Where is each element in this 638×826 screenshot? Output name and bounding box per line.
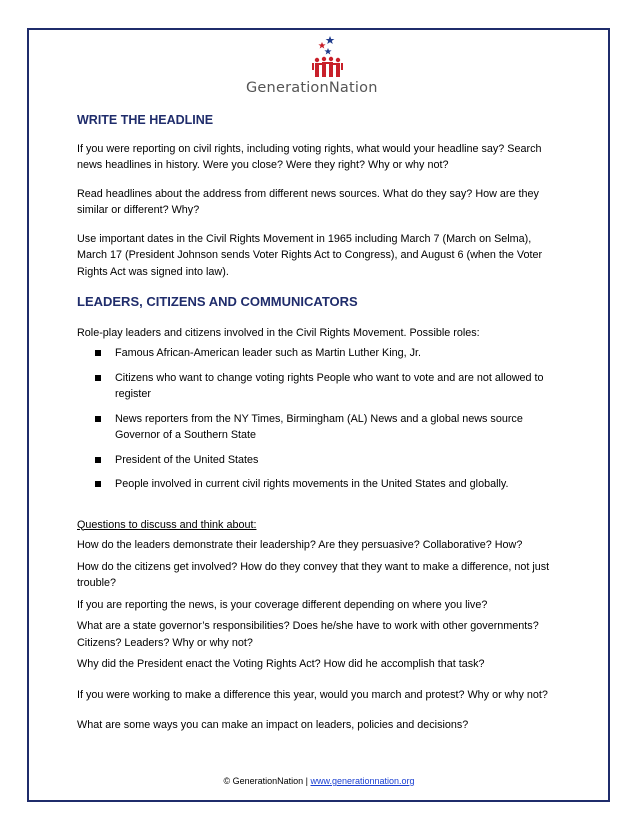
paragraph: Use important dates in the Civil Rights Movement in 1965 including March 7 (March on Selma), March 17 (President Johnson sends Voter Rights Act to Congress), and August 6 (when the Voter Rights Act was signed into law). — [77, 232, 543, 278]
logo-text-nation: Nation — [328, 80, 378, 96]
paragraph: If you were reporting on civil rights, including voting rights, what would your headline say? Search news headlines in history. Were you close? Were they right? Why or why not? — [77, 142, 542, 171]
section-heading-leaders: LEADERS, CITIZENS AND COMMUNICATORS — [77, 294, 358, 309]
question: How do the leaders demonstrate their leadership? Are they persuasive? Collaborative? How? — [77, 539, 523, 551]
question: What are some ways you can make an impact on leaders, policies and decisions? — [77, 719, 469, 731]
questions-title: Questions to discuss and think about: — [77, 518, 257, 531]
question: What are a state governor’s responsibilities? Does he/she have to work with other governments? Citizens? Leaders? Why or why not? — [77, 620, 539, 649]
bullet-icon — [95, 350, 101, 356]
list-item-text: News reporters from the NY Times, Birmingham (AL) News and a global news source Governor of a Southern State — [115, 412, 523, 441]
list-item — [93, 411, 557, 444]
main-content — [77, 112, 557, 739]
paragraph: Read headlines about the address from different news sources. What do they say? How are they similar or different? Why? — [77, 187, 539, 216]
footer — [0, 776, 638, 786]
question: If you were working to make a difference this year, would you march and protest? Why or why not? — [77, 688, 548, 701]
roles-list — [77, 345, 557, 493]
logo-text-generation: Generation — [246, 80, 329, 96]
bullet-icon — [95, 481, 101, 487]
section-heading-write-headline: WRITE THE HEADLINE — [77, 113, 214, 127]
list-item — [93, 452, 557, 469]
roles-intro: Role-play leaders and citizens involved in the Civil Rights Movement. Possible roles: — [77, 326, 480, 339]
list-item — [93, 476, 557, 493]
footer-copyright: © GenerationNation — [223, 776, 304, 786]
list-item-text: Citizens who want to change voting rights People who want to vote and are not allowed to register — [115, 371, 544, 400]
footer-separator: | — [303, 776, 311, 786]
generation-nation-logo — [246, 36, 386, 100]
question: How do the citizens get involved? How do they convey that they want to make a difference, not just trouble? — [77, 560, 550, 589]
question: If you are reporting the news, is your coverage different depending on where you live? — [77, 598, 488, 611]
bullet-icon — [95, 416, 101, 422]
list-item-text: People involved in current civil rights movements in the United States and globally. — [115, 478, 509, 490]
bullet-icon — [95, 457, 101, 463]
footer-website-link[interactable]: www.generationnation.org — [310, 776, 415, 786]
list-item — [93, 370, 557, 403]
list-item — [93, 345, 557, 362]
logo-figures-icon — [308, 36, 348, 86]
question: Why did the President enact the Voting Rights Act? How did he accomplish that task? — [77, 658, 485, 670]
list-item-text: President of the United States — [115, 453, 259, 466]
logo-text — [246, 80, 378, 96]
bullet-icon — [95, 375, 101, 381]
list-item-text: Famous African-American leader such as Martin Luther King, Jr. — [115, 347, 422, 359]
